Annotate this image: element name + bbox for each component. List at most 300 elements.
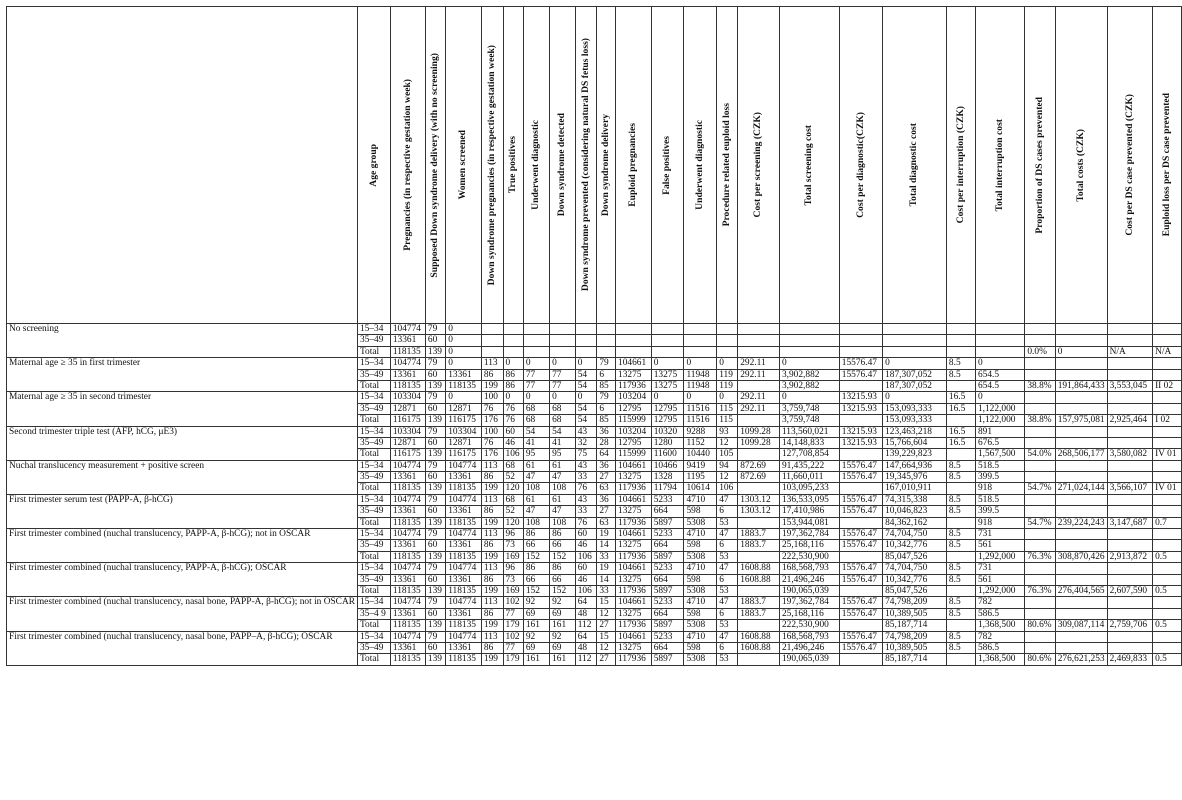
- table-cell: 15576.47: [839, 597, 882, 608]
- table-cell: 74,798,209: [883, 631, 947, 642]
- table-cell: 399.5: [975, 506, 1024, 517]
- table-cell: 118135: [446, 517, 482, 528]
- table-cell: 0: [523, 358, 549, 369]
- table-cell: 54.0%: [1025, 449, 1055, 460]
- table-cell: 86: [481, 642, 503, 653]
- table-cell: 0: [503, 392, 523, 403]
- table-cell: [1153, 403, 1182, 414]
- table-cell: 136,533,095: [779, 494, 839, 505]
- table-cell: 13215.93: [839, 437, 882, 448]
- table-cell: N/A: [1107, 346, 1152, 357]
- table-cell: [946, 449, 975, 460]
- table-cell: [1107, 472, 1152, 483]
- table-cell: 77: [550, 380, 576, 391]
- table-cell: [1055, 540, 1107, 551]
- table-cell: 79: [597, 358, 616, 369]
- table-cell: 117936: [616, 380, 652, 391]
- table-cell: 53: [717, 517, 738, 528]
- table-cell: [975, 324, 1024, 335]
- table-cell: 15576.47: [839, 574, 882, 585]
- table-cell: 13275: [616, 540, 652, 551]
- table-cell: [1107, 597, 1152, 608]
- table-cell: II 02: [1153, 380, 1182, 391]
- strategy-label: First trimester combined (nuchal translucency, nasal bone, PAPP-A, β-hCG); not in OSCAR: [7, 597, 358, 631]
- table-cell: 79: [425, 563, 445, 574]
- table-cell: 169: [503, 585, 523, 596]
- table-cell: [1055, 358, 1107, 369]
- table-cell: 79: [597, 392, 616, 403]
- table-cell: 86: [550, 529, 576, 540]
- table-cell: 61: [523, 460, 549, 471]
- table-cell: [1107, 403, 1152, 414]
- table-cell: 33: [597, 585, 616, 596]
- table-cell: 43: [575, 460, 597, 471]
- table-row: [7, 460, 1182, 471]
- table-cell: 4710: [684, 597, 717, 608]
- table-cell: 0.0%: [1025, 346, 1055, 357]
- table-cell: I 02: [1153, 415, 1182, 426]
- column-header: [883, 7, 947, 324]
- table-cell: 10320: [651, 426, 684, 437]
- table-cell: 118135: [390, 585, 425, 596]
- table-cell: 47: [523, 506, 549, 517]
- table-cell: [839, 335, 882, 346]
- table-cell: 13215.93: [839, 392, 882, 403]
- table-cell: 15576.47: [839, 358, 882, 369]
- table-cell: 15576.47: [839, 460, 882, 471]
- table-cell: 197,362,784: [779, 597, 839, 608]
- table-cell: [883, 324, 947, 335]
- table-cell: [1107, 642, 1152, 653]
- table-cell: 15576.47: [839, 631, 882, 642]
- table-cell: [1107, 506, 1152, 517]
- table-cell: 598: [684, 574, 717, 585]
- table-cell: 36: [597, 494, 616, 505]
- screening-cost-table: [6, 6, 1182, 666]
- table-cell: 0: [779, 392, 839, 403]
- table-cell: 13275: [616, 642, 652, 653]
- table-cell: 13361: [390, 472, 425, 483]
- table-cell: 25,168,116: [779, 540, 839, 551]
- table-cell: 108: [550, 483, 576, 494]
- table-cell: [839, 380, 882, 391]
- table-cell: 86: [481, 608, 503, 619]
- table-cell: [597, 346, 616, 357]
- table-cell: 47: [717, 631, 738, 642]
- table-cell: [1055, 529, 1107, 540]
- table-cell: 731: [975, 563, 1024, 574]
- table-cell: 161: [550, 654, 576, 665]
- table-cell: 35–4 9: [357, 608, 390, 619]
- table-cell: [779, 324, 839, 335]
- table-cell: 5897: [651, 517, 684, 528]
- table-cell: [1153, 460, 1182, 471]
- table-cell: [839, 415, 882, 426]
- table-cell: 85: [597, 380, 616, 391]
- table-cell: 79: [425, 460, 445, 471]
- table-cell: 74,315,338: [883, 494, 947, 505]
- table-cell: 139: [425, 449, 445, 460]
- table-cell: 117936: [616, 551, 652, 562]
- table-cell: 76: [481, 437, 503, 448]
- table-cell: 1195: [684, 472, 717, 483]
- table-cell: [717, 346, 738, 357]
- table-cell: 54: [575, 369, 597, 380]
- table-cell: 2,925,464: [1107, 415, 1152, 426]
- table-cell: [575, 346, 597, 357]
- table-cell: 0: [446, 392, 482, 403]
- table-cell: [616, 346, 652, 357]
- table-cell: 104661: [616, 494, 652, 505]
- table-cell: 292.11: [738, 369, 780, 380]
- table-cell: 54: [523, 426, 549, 437]
- table-cell: [651, 324, 684, 335]
- table-cell: 6: [597, 403, 616, 414]
- table-cell: 74,704,750: [883, 563, 947, 574]
- strategy-label: First trimester serum test (PAPP-A, β-hCG): [7, 494, 358, 528]
- column-header: [1107, 7, 1152, 324]
- table-cell: [738, 551, 780, 562]
- table-cell: 10,342,776: [883, 540, 947, 551]
- table-cell: 0: [503, 358, 523, 369]
- table-cell: 5897: [651, 551, 684, 562]
- table-cell: 1,368,500: [975, 620, 1024, 631]
- table-cell: 13275: [616, 506, 652, 517]
- table-cell: 33: [575, 472, 597, 483]
- table-cell: [1055, 506, 1107, 517]
- table-cell: 79: [425, 631, 445, 642]
- table-cell: 15–34: [357, 324, 390, 335]
- table-cell: 10,389,505: [883, 642, 947, 653]
- table-cell: 0.5: [1153, 585, 1182, 596]
- column-header-label: Cost per screening (CZK): [752, 112, 764, 218]
- table-cell: Total: [357, 346, 390, 357]
- table-cell: [1107, 574, 1152, 585]
- table-cell: [1107, 494, 1152, 505]
- table-cell: 47: [717, 563, 738, 574]
- table-cell: 0: [1055, 346, 1107, 357]
- table-cell: 15: [597, 597, 616, 608]
- table-cell: 116175: [446, 449, 482, 460]
- table-cell: 152: [550, 585, 576, 596]
- table-cell: [839, 324, 882, 335]
- table-cell: 53: [717, 551, 738, 562]
- table-cell: 54: [575, 415, 597, 426]
- table-cell: [738, 449, 780, 460]
- table-cell: 1,122,000: [975, 403, 1024, 414]
- table-cell: 68: [523, 415, 549, 426]
- table-cell: [1153, 494, 1182, 505]
- table-cell: 118135: [446, 654, 482, 665]
- table-cell: 27: [597, 654, 616, 665]
- table-cell: 0.5: [1153, 654, 1182, 665]
- table-cell: [1025, 392, 1055, 403]
- table-cell: 153,093,333: [883, 415, 947, 426]
- table-cell: 79: [425, 494, 445, 505]
- table-cell: 598: [684, 642, 717, 653]
- table-cell: 161: [523, 654, 549, 665]
- table-cell: 64: [575, 631, 597, 642]
- table-cell: 104661: [616, 529, 652, 540]
- table-cell: 6: [717, 506, 738, 517]
- table-cell: [550, 324, 576, 335]
- table-cell: [946, 335, 975, 346]
- table-cell: 115: [717, 415, 738, 426]
- table-cell: 1099.28: [738, 426, 780, 437]
- table-cell: [1107, 563, 1152, 574]
- table-row: [7, 631, 1182, 642]
- table-cell: 1328: [651, 472, 684, 483]
- table-cell: 1303.12: [738, 494, 780, 505]
- table-cell: [1153, 472, 1182, 483]
- table-cell: 104774: [390, 460, 425, 471]
- table-cell: 48: [575, 608, 597, 619]
- table-cell: [1153, 324, 1182, 335]
- table-cell: 86: [481, 369, 503, 380]
- table-cell: 117936: [616, 517, 652, 528]
- column-header-label: False positives: [661, 135, 673, 195]
- table-cell: 13361: [390, 574, 425, 585]
- table-cell: 113: [481, 494, 503, 505]
- table-cell: 115999: [616, 449, 652, 460]
- table-cell: 103204: [616, 392, 652, 403]
- table-cell: 16.5: [946, 426, 975, 437]
- table-cell: 0: [575, 392, 597, 403]
- table-cell: 10,342,776: [883, 574, 947, 585]
- column-header-label: Down syndrome detected: [556, 113, 568, 217]
- table-cell: 76: [481, 403, 503, 414]
- table-cell: 106: [575, 551, 597, 562]
- table-cell: 60: [425, 608, 445, 619]
- table-cell: 0: [446, 346, 482, 357]
- table-cell: 872.69: [738, 472, 780, 483]
- table-cell: 47: [523, 472, 549, 483]
- table-cell: 92: [550, 597, 576, 608]
- table-cell: 69: [523, 642, 549, 653]
- table-cell: [1153, 369, 1182, 380]
- table-cell: 0: [651, 392, 684, 403]
- table-cell: 0: [684, 358, 717, 369]
- table-cell: [1153, 358, 1182, 369]
- table-cell: 199: [481, 483, 503, 494]
- table-cell: 116175: [390, 449, 425, 460]
- table-cell: Total: [357, 620, 390, 631]
- table-cell: 15576.47: [839, 540, 882, 551]
- table-cell: [946, 415, 975, 426]
- table-cell: 187,307,052: [883, 369, 947, 380]
- table-cell: 8.5: [946, 358, 975, 369]
- table-cell: [651, 346, 684, 357]
- table-cell: 104774: [446, 460, 482, 471]
- table-cell: 48: [575, 642, 597, 653]
- column-header: [597, 7, 616, 324]
- table-cell: 8.5: [946, 608, 975, 619]
- table-cell: [1055, 574, 1107, 585]
- table-cell: 53: [717, 620, 738, 631]
- table-cell: 104661: [616, 631, 652, 642]
- table-cell: [1153, 563, 1182, 574]
- table-cell: [575, 324, 597, 335]
- table-cell: 118135: [390, 517, 425, 528]
- table-cell: 92: [523, 631, 549, 642]
- table-cell: 139: [425, 654, 445, 665]
- table-cell: 47: [550, 472, 576, 483]
- strategy-label: First trimester combined (nuchal translucency, nasal bone, PAPP–A, β-hCG); OSCAR: [7, 631, 358, 665]
- table-cell: 309,087,114: [1055, 620, 1107, 631]
- table-cell: 13361: [446, 574, 482, 585]
- table-cell: 86: [481, 506, 503, 517]
- table-cell: 116175: [446, 415, 482, 426]
- table-cell: 1,368,500: [975, 654, 1024, 665]
- table-cell: 5233: [651, 631, 684, 642]
- table-cell: 73: [503, 540, 523, 551]
- table-cell: 10440: [684, 449, 717, 460]
- table-cell: 76: [503, 415, 523, 426]
- table-cell: 12871: [390, 437, 425, 448]
- table-cell: 86: [481, 574, 503, 585]
- table-cell: [503, 346, 523, 357]
- table-cell: 664: [651, 574, 684, 585]
- table-cell: 52: [503, 472, 523, 483]
- table-cell: 199: [481, 654, 503, 665]
- table-cell: 8.5: [946, 642, 975, 653]
- table-cell: 35–49: [357, 369, 390, 380]
- table-cell: 0: [446, 358, 482, 369]
- table-cell: 104774: [390, 529, 425, 540]
- table-cell: [738, 335, 780, 346]
- table-cell: 74,704,750: [883, 529, 947, 540]
- table-cell: 4710: [684, 494, 717, 505]
- table-cell: 74,798,209: [883, 597, 947, 608]
- table-cell: 66: [523, 540, 549, 551]
- table-cell: 52: [503, 506, 523, 517]
- table-cell: 16.5: [946, 437, 975, 448]
- table-cell: 190,065,039: [779, 654, 839, 665]
- table-cell: 1883.7: [738, 529, 780, 540]
- table-cell: 102: [503, 597, 523, 608]
- table-cell: 3,759,748: [779, 403, 839, 414]
- table-cell: 4710: [684, 631, 717, 642]
- table-cell: [1153, 574, 1182, 585]
- table-cell: [503, 335, 523, 346]
- table-cell: 104774: [390, 358, 425, 369]
- table-cell: 19,345,976: [883, 472, 947, 483]
- table-cell: 104774: [390, 563, 425, 574]
- table-cell: 139: [425, 585, 445, 596]
- table-cell: [1153, 392, 1182, 403]
- table-cell: 0: [717, 358, 738, 369]
- table-cell: 15–34: [357, 529, 390, 540]
- table-cell: 292.11: [738, 392, 780, 403]
- table-cell: 27: [597, 620, 616, 631]
- table-cell: 95: [523, 449, 549, 460]
- table-cell: 117936: [616, 620, 652, 631]
- table-cell: N/A: [1153, 346, 1182, 357]
- column-header-label: Euploid loss per DS case prevented: [1160, 93, 1172, 237]
- table-cell: 104774: [390, 631, 425, 642]
- table-cell: 47: [717, 494, 738, 505]
- table-cell: [1025, 506, 1055, 517]
- table-cell: 118135: [390, 346, 425, 357]
- table-cell: 5897: [651, 585, 684, 596]
- table-cell: 139: [425, 551, 445, 562]
- table-cell: 239,224,243: [1055, 517, 1107, 528]
- table-cell: [1025, 460, 1055, 471]
- table-cell: 292.11: [738, 358, 780, 369]
- table-cell: 11,660,011: [779, 472, 839, 483]
- table-row: [7, 358, 1182, 369]
- table-cell: 118135: [446, 483, 482, 494]
- table-cell: [738, 415, 780, 426]
- column-header-label: Cost per diagnostic(CZK): [854, 112, 866, 218]
- table-cell: 43: [575, 494, 597, 505]
- table-cell: 79: [425, 358, 445, 369]
- table-cell: 6: [717, 540, 738, 551]
- table-cell: 199: [481, 551, 503, 562]
- table-cell: 33: [597, 551, 616, 562]
- table-cell: 13361: [446, 506, 482, 517]
- table-cell: 13275: [651, 380, 684, 391]
- table-cell: 8.5: [946, 460, 975, 471]
- table-cell: 85,047,526: [883, 551, 947, 562]
- table-cell: 103204: [616, 426, 652, 437]
- column-header: [684, 7, 717, 324]
- table-cell: 118135: [446, 585, 482, 596]
- table-cell: 1,567,500: [975, 449, 1024, 460]
- table-cell: 731: [975, 529, 1024, 540]
- table-cell: [1153, 437, 1182, 448]
- column-header-label: Total diagnostic cost: [908, 123, 920, 207]
- table-cell: [839, 483, 882, 494]
- table-cell: 4710: [684, 529, 717, 540]
- table-cell: 104661: [616, 563, 652, 574]
- table-cell: 14: [597, 574, 616, 585]
- table-cell: 13361: [390, 506, 425, 517]
- table-cell: 1,292,000: [975, 585, 1024, 596]
- header-row: [7, 7, 1182, 324]
- table-cell: 41: [523, 437, 549, 448]
- table-cell: [839, 517, 882, 528]
- table-cell: 85,047,526: [883, 585, 947, 596]
- table-cell: 112: [575, 654, 597, 665]
- table-cell: [1107, 460, 1152, 471]
- column-header: [7, 7, 358, 324]
- table-cell: [1025, 335, 1055, 346]
- table-cell: [1107, 437, 1152, 448]
- table-cell: 8.5: [946, 506, 975, 517]
- table-cell: 108: [550, 517, 576, 528]
- table-cell: [839, 654, 882, 665]
- table-cell: 1883.7: [738, 608, 780, 619]
- table-cell: [1025, 403, 1055, 414]
- table-cell: 115999: [616, 415, 652, 426]
- table-cell: 77: [550, 369, 576, 380]
- table-cell: [597, 324, 616, 335]
- table-cell: [1055, 597, 1107, 608]
- table-cell: 0.7: [1153, 517, 1182, 528]
- strategy-label: No screening: [7, 324, 358, 358]
- table-cell: 782: [975, 597, 1024, 608]
- table-cell: [1025, 642, 1055, 653]
- table-cell: 86: [523, 529, 549, 540]
- table-cell: 46: [503, 437, 523, 448]
- table-cell: 127,708,854: [779, 449, 839, 460]
- table-cell: 38.8%: [1025, 380, 1055, 391]
- table-cell: [503, 324, 523, 335]
- table-cell: 0: [523, 392, 549, 403]
- table-cell: [1025, 540, 1055, 551]
- column-header: [425, 7, 445, 324]
